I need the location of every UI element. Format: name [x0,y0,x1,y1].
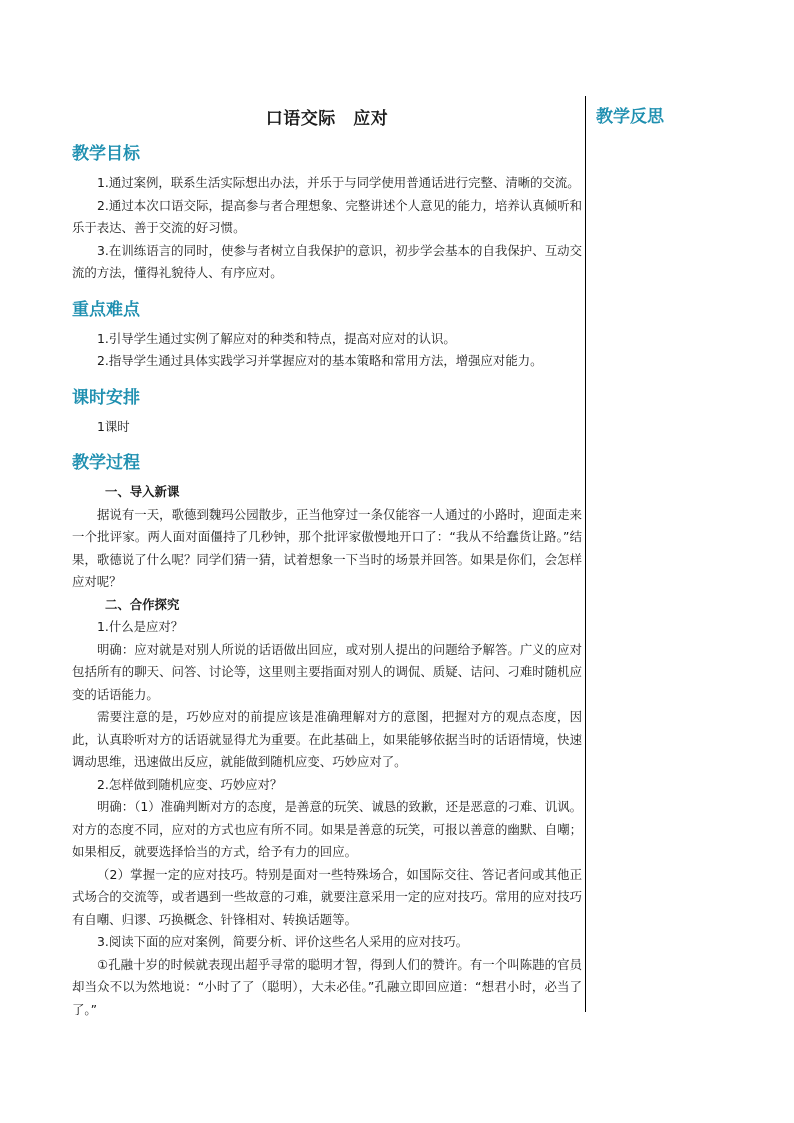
sub-heading-exploration: 二、合作探究 [105,596,180,612]
lesson-plan-column [72,100,582,1021]
goals-paragraph: 3.在训练语言的同时，使参与者树立自我保护的意识，初步学会基本的自我保护、互动交流的方法，懂得礼貌待人、有序应对。 [72,242,582,280]
schedule-paragraph: 1课时 [97,418,130,434]
keypoints-paragraph: 1.引导学生通过实例了解应对的种类和特点，提高对应对的认识。 [97,330,456,346]
sub-heading-introduction: 一、导入新课 [105,484,180,499]
section-heading-process: 教学过程 [72,453,140,473]
keypoints-paragraph: 2.指导学生通过具体实践学习并掌握应对的基本策略和常用方法，增强应对能力。 [97,353,543,368]
section-heading-goals: 教学目标 [72,144,140,164]
process-paragraph: （2）掌握一定的应对技巧。特别是面对一些特殊场合，如国际交往、答记者问或其他正式场合的交流等，或者遇到一些故意的刁难，就要注意采用一定的应对技巧。常用的应对技巧有自嘲、归谬、巧换概念、针锋相对、转换话题等。 [72,866,582,927]
process-paragraph: 2.怎样做到随机应变、巧妙应对？ [97,776,283,792]
process-paragraph: 明确：（1）准确判断对方的态度，是善意的玩笑、诚恳的致歉，还是恶意的刁难、讥讽。对方的态度不同，应对的方式也应有所不同。如果是善意的玩笑，可报以善意的幽默、自嘲；如果相反，就要选择恰当的方式，给予有力的回应。 [72,799,582,859]
goals-paragraph: 2.通过本次口语交际，提高参与者合理想象、完整讲述个人意见的能力，培养认真倾听和乐于表达、善于交流的好习惯。 [72,197,582,235]
process-paragraph: 需要注意的是，巧妙应对的前提应该是准确理解对方的意图，把握对方的观点态度，因此，认真聆听对方的话语就显得尤为重要。在此基础上，如果能够依据当时的话语情境，快速调动思维，迅速做出反应，就能做到随机应变、巧妙应对了。 [72,709,582,769]
process-paragraph: 3.阅读下面的应对案例，简要分析、评价这些名人采用的应对技巧。 [97,934,469,949]
section-heading-keypoints: 重点难点 [72,299,140,320]
process-paragraph: ①孔融十岁的时候就表现出超乎寻常的聪明才智，得到人们的赞许。有一个叫陈韪的官员却当众不以为然地说：“小时了了（聪明），大未必佳。”孔融立即回应道：“想君小时，必当了了。” [72,956,582,1017]
process-paragraph: 1.什么是应对？ [97,619,184,634]
process-paragraph: 据说有一天，歌德到魏玛公园散步，正当他穿过一条仅能容一人通过的小路时，迎面走来一个批评家。两人面对面僵持了几秒钟，那个批评家傲慢地开口了：“我从不给蠢货让路。”结果，歌德说了什么呢？同学们猜一猜，试着想象一下当时的场景并回答。如果是你们，会怎样应对呢？ [72,506,582,589]
goals-paragraph: 1.通过案例，联系生活实际想出办法，并乐于与同学使用普通话进行完整、清晰的交流。 [97,175,580,190]
page-title: 口语交际 应对 [265,109,389,129]
reflection-heading: 教学反思 [596,107,664,127]
section-heading-schedule: 课时安排 [72,387,140,408]
reflection-column [585,96,716,1012]
process-paragraph: 明确：应对就是对别人所说的话语做出回应，或对别人提出的问题给予解答。广义的应对包括所有的聊天、问答、讨论等，这里则主要指面对别人的调侃、质疑、诘问、刁难时随机应变的话语能力。 [72,641,582,702]
